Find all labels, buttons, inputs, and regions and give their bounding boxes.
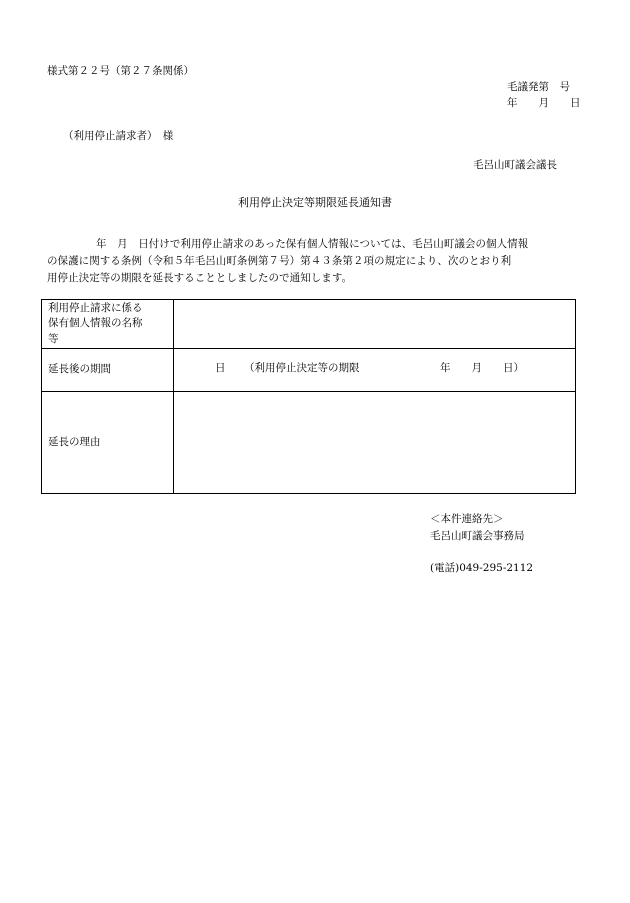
name-value-cell	[174, 300, 576, 349]
document-date: 年 月 日	[507, 97, 581, 109]
deadline-date: 年 月 日）	[440, 361, 524, 374]
sender: 毛呂山町議会議長	[473, 159, 557, 171]
body-line-2: の保護に関する条例（令和５年毛呂山町条例第７号）第４３条第２項の規定により、次のとおり利	[47, 255, 512, 267]
name-label-line-2: 保有個人情報の名称	[48, 317, 143, 329]
name-label-line-1: 利用停止請求に係る	[48, 301, 143, 314]
name-label-cell	[42, 300, 174, 349]
contact-office: 毛呂山町議会事務局	[430, 530, 525, 542]
table-row-period	[42, 348, 576, 391]
reason-label-cell: 延長の理由	[42, 391, 174, 493]
table-row-reason	[42, 391, 576, 493]
form-number: 様式第２２号（第２７条関係）	[47, 65, 194, 77]
document-title: 利用停止決定等期限延長通知書	[238, 196, 392, 209]
period-day: 日	[215, 361, 226, 374]
contact-heading: ＜本件連絡先＞	[430, 513, 504, 525]
period-value-cell	[174, 348, 576, 391]
body-line-3: 用停止決定等の期限を延長することとしましたので通知します。	[47, 272, 353, 284]
period-label-cell: 延長後の期間	[42, 348, 174, 391]
table-row-name	[42, 300, 576, 349]
reason-value-cell	[174, 391, 576, 493]
contact-phone: (電話)049-295-2112	[430, 562, 534, 574]
deadline-label: （利用停止決定等の期限	[244, 361, 360, 374]
document-number: 毛議発第 号	[507, 81, 570, 93]
addressee: （利用停止請求者） 様	[63, 130, 174, 142]
body-text	[47, 236, 582, 287]
body-line-1: 年 月 日付けで利用停止請求のあった保有個人情報については、毛呂山町議会の個人情報	[96, 238, 529, 250]
name-label-line-3: 等	[48, 332, 59, 345]
info-table	[41, 299, 576, 494]
